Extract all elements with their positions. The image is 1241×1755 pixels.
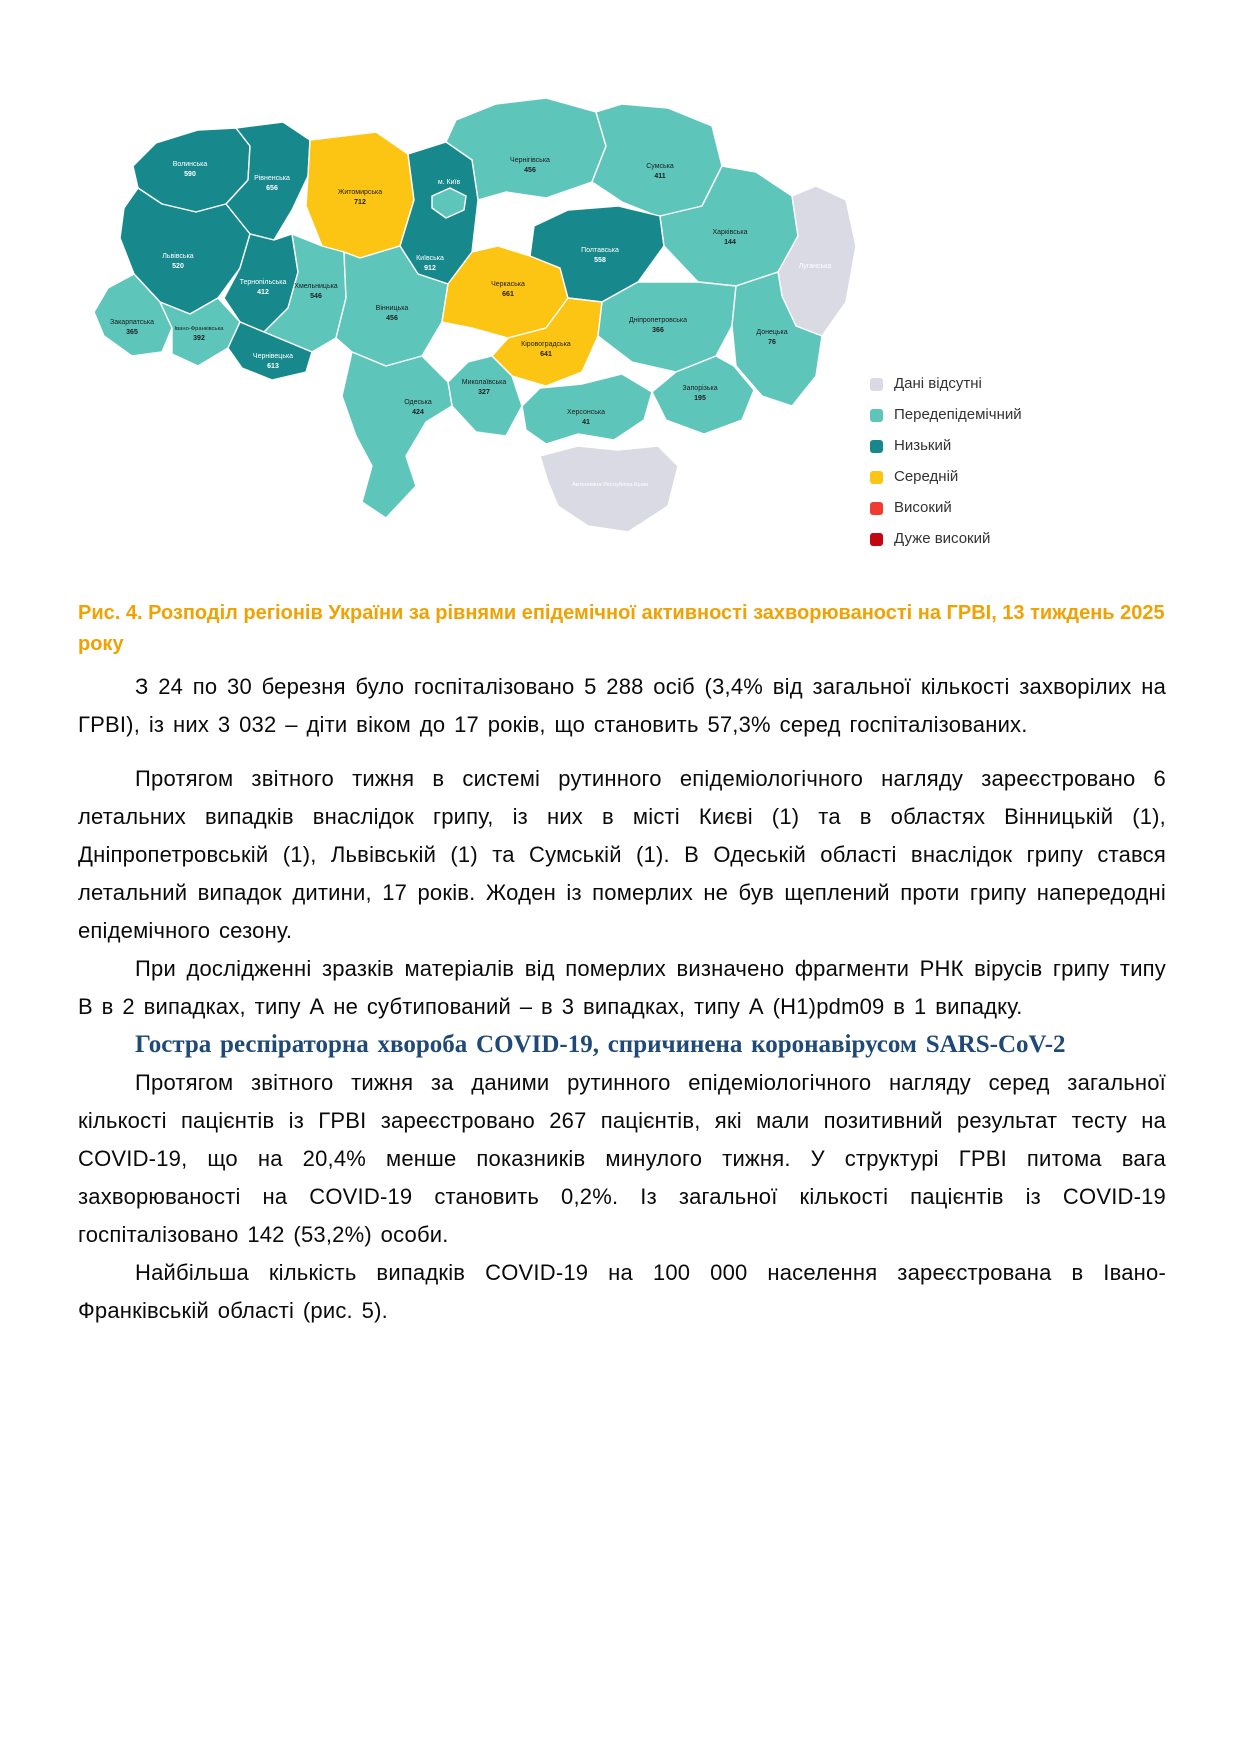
region-label-khmelnytska: Хмельницька [294, 283, 338, 290]
region-value-donetska: 76 [768, 339, 776, 346]
region-label-crimea: Автономна Республіка Крим [572, 482, 648, 488]
region-value-kyivska: 912 [424, 265, 436, 272]
region-value-chernivetska: 613 [267, 363, 279, 370]
region-value-khmelnytska: 546 [310, 293, 322, 300]
legend-item-medium [870, 467, 1022, 487]
region-label-zhytomyrska: Житомирська [337, 189, 383, 196]
legend-label-high: Високий [894, 499, 952, 516]
region-label-sumska: Сумська [646, 163, 674, 170]
region-label-zaporizka: Запорізька [682, 385, 718, 392]
legend-item-nodata [870, 374, 1022, 394]
region-value-odeska: 424 [412, 409, 424, 416]
region-value-vinnytska: 456 [386, 315, 398, 322]
region-value-dnipropetrovska: 366 [652, 327, 664, 334]
region-value-poltavska: 558 [594, 257, 606, 264]
region-value-ivano-frankivska: 392 [193, 335, 205, 342]
region-label-kyivska: Київська [416, 255, 444, 262]
region-label-ivano-frankivska: Івано-Франківська [174, 326, 224, 332]
legend-label-veryhigh: Дуже високий [894, 530, 991, 547]
region-label-poltavska: Полтавська [581, 247, 619, 254]
region-label-kyiv-city: м. Київ [437, 179, 461, 186]
region-label-kharkivska: Харківська [712, 229, 748, 236]
region-value-cherkaska: 661 [502, 291, 514, 298]
report-body [78, 668, 1166, 1330]
region-value-mykolaivska: 327 [478, 389, 490, 396]
region-label-cherkaska: Черкаська [491, 281, 525, 288]
paragraph-covid-max-region: Найбільша кількість випадків COVID-19 на 100 000 населення зареєстрована в Івано-Франківській області (рис. 5). [78, 1260, 1166, 1323]
region-value-zaporizka: 195 [694, 395, 706, 402]
region-label-dnipropetrovska: Дніпропетровська [628, 317, 688, 324]
legend-item-preepidemic [870, 405, 1022, 425]
region-odeska [342, 352, 452, 518]
legend-swatch-low [870, 440, 883, 453]
region-value-khersonska: 41 [582, 419, 590, 426]
region-sumska [592, 104, 722, 218]
covid-section-heading: Гостра респіраторна хвороба COVID-19, спричинена коронавірусом SARS-CoV-2 [135, 1031, 1066, 1058]
region-label-volynska: Волинська [172, 161, 208, 168]
region-value-kharkivska: 144 [724, 239, 736, 246]
legend-swatch-high [870, 502, 883, 515]
legend-swatch-veryhigh [870, 533, 883, 546]
region-label-vinnytska: Вінницька [375, 305, 409, 312]
legend-label-medium: Середній [894, 468, 959, 485]
region-label-chernivetska: Чернівецька [252, 353, 294, 360]
legend-label-low: Низький [894, 437, 952, 454]
legend-swatch-medium [870, 471, 883, 484]
region-value-chernihivska: 456 [524, 167, 536, 174]
region-label-odeska: Одеська [404, 399, 432, 406]
region-label-chernihivska: Чернігівська [510, 157, 550, 164]
region-label-ternopilska: Тернопільська [239, 279, 287, 286]
region-label-donetska: Донецька [756, 329, 788, 336]
region-label-rivnenska: Рівненська [254, 175, 290, 182]
paragraph-lethal-cases: Протягом звітного тижня в системі рутинного епідеміологічного нагляду зареєстровано 6 летальних випадків внаслідок грипу, із них в місті Києві (1) та в областях Вінницькій (1), Дніпропетровській (1), Львівській (1) та Сумській (1). В Одеській області внаслідок грипу стався летальний випадок дитини, 17 років. Жоден із померлих не був щеплений проти грипу напередодні епідемічного сезону. [78, 766, 1166, 943]
region-value-ternopilska: 412 [257, 289, 269, 296]
legend-label-preepidemic: Передепідемічний [894, 406, 1022, 423]
region-label-kirovohradska: Кіровоградська [521, 341, 571, 348]
region-label-mykolaivska: Миколаївська [461, 379, 507, 386]
region-label-luhanska: Луганська [798, 263, 832, 270]
ukraine-map-figure [78, 88, 1178, 588]
region-value-lvivska: 520 [172, 263, 184, 270]
ukraine-map [78, 88, 868, 563]
paragraph-hospitalized: З 24 по 30 березня було госпіталізовано 5 288 осіб (3,4% від загальної кількості захворілих на ГРВІ), із них 3 032 – діти віком до 17 років, що становить 57,3% серед госпіталізованих. [78, 674, 1166, 737]
legend-swatch-nodata [870, 378, 883, 391]
paragraph-covid-stats: Протягом звітного тижня за даними рутинного епідеміологічного нагляду серед загальної кількості пацієнтів із ГРВІ зареєстровано 267 пацієнтів, які мали позитивний результат тесту на COVID-19, що на 20,4% менше показників минулого тижня. У структурі ГРВІ питома вага захворюваності на COVID-19 становить 0,2%. Із загальної кількості пацієнтів із COVID-19 госпіталізовано 142 (53,2%) особи. [78, 1070, 1166, 1247]
region-value-zhytomyrska: 712 [354, 199, 366, 206]
region-value-sumska: 411 [654, 173, 666, 180]
region-label-khersonska: Херсонська [566, 409, 606, 416]
region-value-zakarpatska: 365 [126, 329, 138, 336]
region-crimea [540, 446, 678, 532]
region-value-rivnenska: 656 [266, 185, 278, 192]
figure-caption: Рис. 4. Розподіл регіонів України за рівнями епідемічної активності захворюваності на ГРВІ, 13 тиждень 2025 року [78, 602, 1165, 655]
region-ivano-frankivska [160, 298, 240, 366]
region-label-zakarpatska: Закарпатська [109, 319, 155, 326]
region-value-kirovohradska: 641 [540, 351, 552, 358]
legend-item-veryhigh [870, 529, 1022, 549]
legend-item-high [870, 498, 1022, 518]
map-legend [870, 374, 1022, 549]
region-value-volynska: 590 [184, 171, 196, 178]
paragraph-rnk-fragments: При дослідженні зразків матеріалів від померлих визначено фрагменти РНК вірусів грипу типу В в 2 випадках, типу А не субтипований – в 3 випадках, типу А (H1)pdm09 в 1 випадку. [78, 956, 1166, 1019]
region-label-lvivska: Львівська [162, 253, 194, 260]
legend-swatch-preepidemic [870, 409, 883, 422]
legend-item-low [870, 436, 1022, 456]
legend-label-nodata: Дані відсутні [894, 375, 982, 392]
